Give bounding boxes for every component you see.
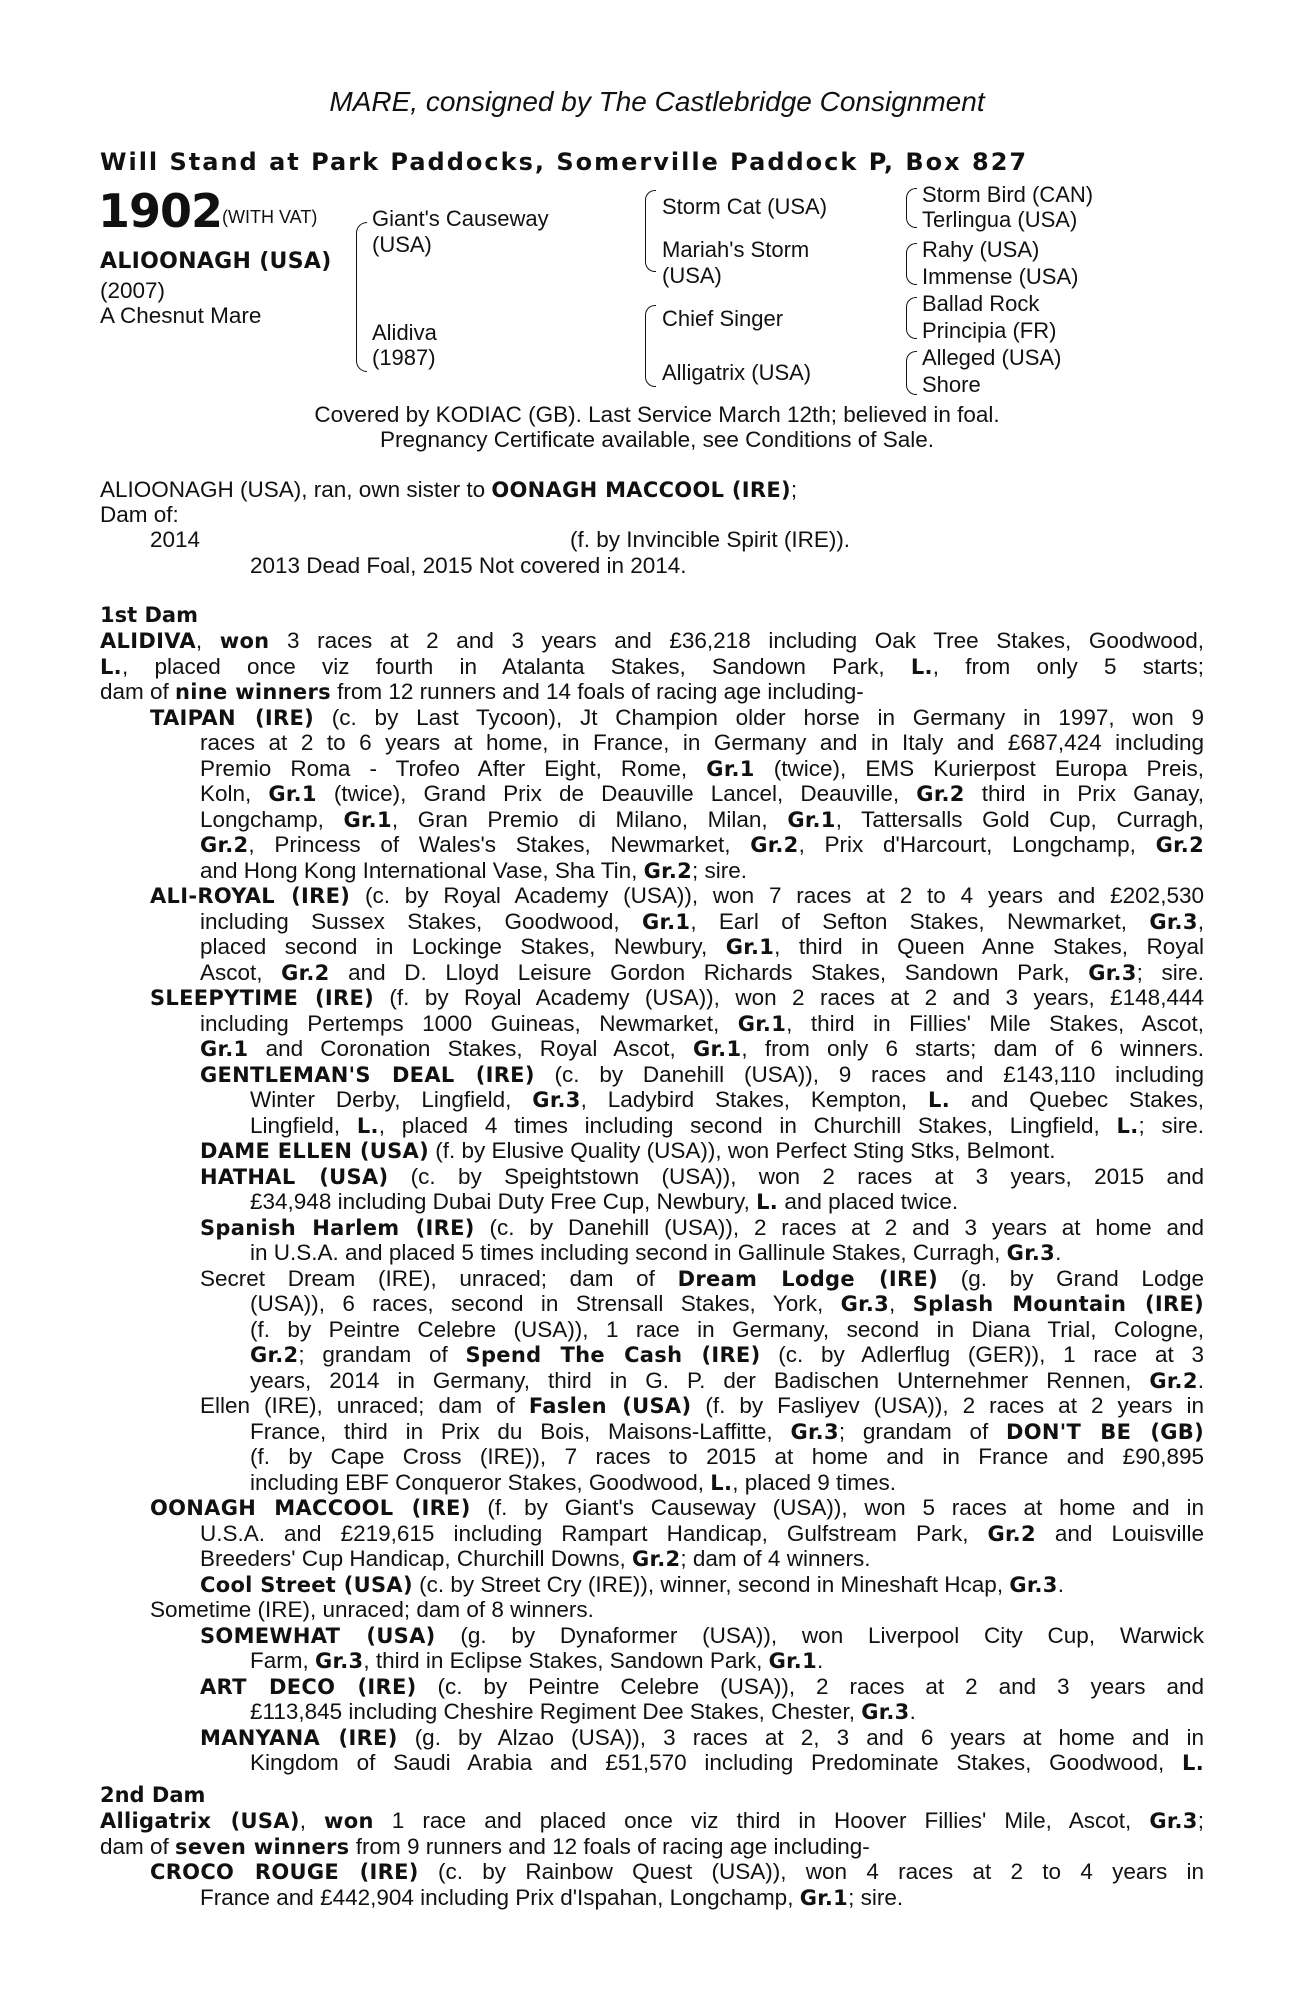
produce-foal: (f. by Invincible Spirit (IRE)).: [570, 527, 851, 552]
text-line: [150, 1495, 1204, 1521]
text-run: , Gran Premio di Milano, Milan,: [391, 806, 788, 832]
text-line: [150, 985, 1204, 1011]
bold-text: L.: [928, 1088, 951, 1112]
text-line: [200, 756, 1204, 782]
text-run: (c. by Rainbow Quest (USA)), won 4 races at 2 to 4 years in: [418, 1859, 1204, 1884]
bold-text: nine winners: [175, 680, 331, 704]
text-line: [250, 1113, 1204, 1139]
vat-note: (WITH VAT): [222, 207, 318, 227]
bold-text: L.: [1182, 1751, 1204, 1775]
pedigree-g7: Alleged (USA): [922, 345, 1062, 370]
text-line: [200, 1393, 1204, 1419]
text-run: ; sire.: [848, 1884, 904, 1910]
covering-line-2: Pregnancy Certificate available, see Conditions of Sale.: [379, 427, 935, 452]
bold-text: OONAGH MACCOOL (IRE): [150, 1496, 471, 1520]
text-run: , Ladybird Stakes, Kempton,: [580, 1087, 929, 1112]
bold-text: ART DECO (IRE): [200, 1674, 417, 1699]
bold-text: won: [219, 629, 270, 653]
text-run: races at 2 to 6 years at home, in France, in Germany and in Italy and £687,424 including: [200, 730, 1204, 755]
pedigree-sire-origin: (USA): [372, 232, 432, 257]
text-run: ; sire.: [692, 857, 748, 883]
text-run: ,: [1197, 908, 1204, 934]
text-run: Breeders' Cup Handicap, Churchill Downs,: [200, 1546, 632, 1571]
text-run: and Louisville: [1035, 1520, 1204, 1546]
text-run: and Hong Kong International Vase, Sha Tin,: [200, 857, 644, 883]
text-line: [200, 832, 1204, 858]
text-line: [200, 960, 1204, 986]
text-run: placed second in Lockinge Stakes, Newbury,: [200, 934, 726, 959]
dam-of-label: Dam of:: [100, 502, 179, 527]
bold-text: Gr.3: [1149, 909, 1198, 934]
text-run: , placed once viz fourth in Atalanta Stakes, Sandown Park,: [121, 653, 911, 679]
text-line: [250, 1470, 1204, 1496]
text-line: [200, 1011, 1204, 1037]
text-line: [200, 730, 1204, 756]
text-run: .: [1197, 1367, 1204, 1393]
bold-text: Gr.2: [632, 1547, 681, 1571]
text-line: [250, 1189, 1204, 1215]
text-line: [250, 1291, 1204, 1317]
produce-intro-end: ;: [790, 477, 798, 502]
pedigree-brace-g56: [906, 297, 917, 339]
text-line: [200, 1885, 1204, 1911]
pedigree-sire-sire: Storm Cat (USA): [662, 194, 828, 219]
bold-text: SLEEPYTIME (IRE): [150, 986, 374, 1010]
pedigree-g1: Storm Bird (CAN): [922, 182, 1094, 207]
horse-year: (2007): [100, 278, 166, 303]
text-run: ; grandam of: [838, 1418, 1007, 1444]
text-run: (USA)), 6 races, second in Strensall Stakes, York,: [250, 1291, 841, 1316]
text-line: [200, 1623, 1204, 1649]
text-line: [200, 1546, 1204, 1572]
text-line: [250, 1444, 1204, 1470]
text-run: ,: [195, 628, 220, 653]
bold-text: Gr.1: [706, 756, 755, 781]
text-run: including Pertemps 1000 Guineas, Newmarket,: [200, 1010, 738, 1036]
text-line: [200, 858, 1204, 884]
bold-text: L.: [100, 654, 122, 679]
bold-text: Gr.1: [725, 935, 775, 959]
text-run: , from only 6 starts; dam of 6 winners.: [741, 1036, 1204, 1061]
bold-text: Gr.3: [840, 1292, 890, 1316]
text-run: France and £442,904 including Prix d'Ispahan, Longchamp,: [200, 1884, 800, 1910]
text-line: [200, 909, 1204, 935]
text-line: [150, 1859, 1204, 1885]
text-run: (f. by Giant's Causeway (USA)), won 5 races at home and in: [470, 1495, 1204, 1520]
text-run: (c. by Speightstown (USA)), won 2 races at 3 years, 2015 and: [388, 1163, 1204, 1189]
text-run: Secret Dream (IRE), unraced; dam of: [200, 1265, 678, 1291]
text-line: [200, 1725, 1204, 1751]
bold-text: Gr.3: [1006, 1241, 1056, 1265]
text-line: [100, 1834, 1204, 1860]
bold-text: Gr.3: [790, 1419, 839, 1444]
text-run: Premio Roma - Trofeo After Eight, Rome,: [200, 755, 707, 781]
text-run: ; grandam of: [298, 1342, 466, 1367]
text-run: , Princess of Wales's Stakes, Newmarket,: [248, 832, 751, 857]
text-run: (f. by Royal Academy (USA)), won 2 races at 2 and 3 years, £148,444: [373, 985, 1204, 1010]
covering-line-1: Covered by KODIAC (GB). Last Service March 12th; believed in foal.: [314, 402, 1000, 427]
bold-text: Gr.1: [787, 807, 836, 832]
text-run: and Coronation Stakes, Royal Ascot,: [248, 1036, 693, 1061]
pedigree-sire-dam-origin: (USA): [662, 263, 722, 288]
text-run: (g. by Alzao (USA)), 3 races at 2, 3 and 6 years at home and in: [397, 1724, 1204, 1750]
text-run: and Quebec Stakes,: [950, 1087, 1204, 1112]
bold-text: Gr.2: [281, 960, 330, 985]
pedigree-g8: Shore: [922, 372, 981, 397]
text-run: (f. by Cape Cross (IRE)), 7 races to 2015 at home and in France and £90,895: [250, 1444, 1204, 1469]
text-run: , placed 9 times.: [732, 1469, 897, 1495]
text-run: , third in Eclipse Stakes, Sandown Park,: [363, 1648, 769, 1673]
bold-text: MANYANA (IRE): [200, 1725, 398, 1750]
text-run: and placed twice.: [778, 1189, 959, 1214]
text-line: [200, 1138, 1204, 1164]
bold-text: Gr.1: [641, 909, 691, 934]
text-run: ;: [1197, 1808, 1204, 1833]
bold-text: Gr.1: [200, 1037, 249, 1061]
bold-text: ALI-ROYAL (IRE): [150, 884, 351, 908]
text-line: [200, 934, 1204, 960]
text-run: in U.S.A. and placed 5 times including second in Gallinule Stakes, Curragh,: [250, 1240, 1007, 1265]
produce-intro-line: [100, 479, 797, 502]
text-run: .: [1055, 1240, 1062, 1265]
text-run: .: [816, 1648, 824, 1673]
bold-text: L.: [356, 1113, 379, 1138]
pedigree-brace-g34: [906, 243, 917, 285]
pedigree-brace-g78: [906, 351, 917, 395]
text-line: [250, 1648, 1204, 1674]
text-run: ,: [299, 1808, 325, 1833]
bold-text: Cool Street (USA): [200, 1572, 413, 1597]
text-line: [150, 1597, 1204, 1623]
text-run: , Earl of Sefton Stakes, Newmarket,: [690, 908, 1150, 934]
text-run: £34,948 including Dubai Duty Free Cup, Newbury,: [250, 1189, 757, 1214]
text-line: [250, 1087, 1204, 1113]
text-run: (g. by Dynaformer (USA)), won Liverpool City Cup, Warwick: [435, 1622, 1204, 1648]
bold-text: Gr.2: [916, 782, 965, 806]
horse-name: ALIOONAGH (USA): [100, 249, 332, 274]
text-run: (c. by Adlerflug (GER)), 1 race at 3: [760, 1342, 1204, 1367]
text-run: .: [1057, 1571, 1064, 1597]
text-run: (f. by Elusive Quality (USA)), won Perfect Sting Stks, Belmont.: [429, 1138, 1056, 1163]
text-run: 1 race and placed once viz third in Hoover Fillies' Mile, Ascot,: [373, 1808, 1150, 1833]
bold-text: Gr.1: [692, 1037, 742, 1061]
text-run: (c. by Peintre Celebre (USA)), 2 races at 2 and 3 years and: [416, 1673, 1204, 1699]
bold-text: CROCO ROUGE (IRE): [150, 1860, 419, 1884]
bold-text: Gr.3: [1088, 960, 1137, 985]
bold-text: Gr.2: [643, 858, 693, 883]
text-run: dam of: [100, 1833, 176, 1859]
text-line: [200, 1164, 1204, 1190]
text-run: including EBF Conqueror Stakes, Goodwood,: [250, 1469, 711, 1495]
text-run: , from only 5 starts;: [932, 653, 1204, 679]
produce-intro: ALIOONAGH (USA), ran, own sister to: [100, 477, 492, 502]
bold-text: Gr.1: [268, 782, 317, 806]
bold-text: won: [324, 1809, 374, 1833]
text-line: [200, 1521, 1204, 1547]
text-run: , Tattersalls Gold Cup, Curragh,: [835, 806, 1204, 832]
text-run: and D. Lloyd Leisure Gordon Richards Stakes, Sandown Park,: [329, 959, 1089, 985]
produce-year: 2014: [150, 527, 201, 552]
text-run: (c. by Danehill (USA)), 2 races at 2 and 3 years at home and: [474, 1214, 1204, 1240]
pedigree-g4: Immense (USA): [922, 264, 1079, 289]
text-line: [200, 1215, 1204, 1241]
bold-text: Faslen (USA): [528, 1394, 692, 1418]
bold-text: seven winners: [175, 1834, 350, 1859]
text-line: [100, 628, 1204, 654]
text-run: (c. by Last Tycoon), Jt Champion older horse in Germany in 1997, won 9: [314, 704, 1204, 730]
bold-text: Gr.3: [1149, 1809, 1198, 1833]
text-run: £113,845 including Cheshire Regiment Dee Stakes, Chester,: [250, 1699, 862, 1724]
text-line: [100, 654, 1204, 680]
text-run: including Sussex Stakes, Goodwood,: [200, 908, 642, 934]
bold-text: Gr.2: [750, 833, 799, 857]
bold-text: Gr.3: [532, 1088, 581, 1112]
text-run: from 12 runners and 14 foals of racing age including-: [330, 679, 864, 704]
text-run: (g. by Grand Lodge: [938, 1265, 1204, 1291]
text-run: dam of: [100, 679, 176, 704]
text-run: , third in Fillies' Mile Stakes, Ascot,: [786, 1010, 1204, 1036]
text-run: ; sire.: [1138, 1112, 1204, 1138]
pedigree-brace-main: [356, 222, 367, 372]
text-run: from 9 runners and 12 foals of racing age including-: [349, 1833, 870, 1859]
own-sister-name: OONAGH MACCOOL (IRE): [491, 478, 791, 502]
text-line: [150, 705, 1204, 731]
second-dam-section: [100, 1808, 1204, 1910]
text-run: Winter Derby, Lingfield,: [250, 1087, 533, 1112]
text-run: Ascot,: [200, 959, 282, 985]
pedigree-g6: Principia (FR): [922, 318, 1057, 343]
text-run: ; dam of 4 winners.: [680, 1546, 871, 1571]
text-run: (f. by Peintre Celebre (USA)), 1 race in Germany, second in Diana Trial, Cologne,: [250, 1316, 1204, 1342]
text-line: [100, 1808, 1204, 1834]
bold-text: GENTLEMAN'S DEAL (IRE): [200, 1062, 535, 1087]
pedigree-g3: Rahy (USA): [922, 237, 1040, 262]
lot-number: 1902: [98, 184, 223, 238]
text-run: .: [909, 1699, 916, 1724]
page-title: MARE, consigned by The Castlebridge Consignment: [329, 86, 985, 117]
text-run: (f. by Fasliyev (USA)), 2 races at 2 years in: [691, 1393, 1204, 1418]
stand-location: Will Stand at Park Paddocks, Somerville Paddock P, Box 827: [100, 148, 1029, 176]
text-line: [200, 1062, 1204, 1088]
text-line: [200, 1572, 1204, 1598]
text-run: , third in Queen Anne Stakes, Royal: [774, 934, 1204, 959]
bold-text: DAME ELLEN (USA): [200, 1139, 430, 1163]
text-run: ,: [889, 1291, 913, 1316]
text-line: [200, 807, 1204, 833]
produce-note: 2013 Dead Foal, 2015 Not covered in 2014.: [250, 553, 687, 578]
pedigree-brace-g12: [906, 188, 917, 228]
text-run: Kingdom of Saudi Arabia and £51,570 including Predominate Stakes, Goodwood,: [250, 1750, 1183, 1775]
pedigree-brace-dam: [645, 305, 656, 387]
text-run: France, third in Prix du Bois, Maisons-Laffitte,: [250, 1418, 791, 1444]
text-run: (c. by Danehill (USA)), 9 races and £143,110 including: [534, 1061, 1204, 1087]
pedigree-g2: Terlingua (USA): [922, 207, 1078, 232]
bold-text: Dream Lodge (IRE): [677, 1266, 939, 1291]
bold-text: Gr.2: [1149, 1368, 1198, 1393]
bold-text: Gr.2: [250, 1343, 299, 1367]
bold-text: HATHAL (USA): [200, 1164, 389, 1189]
bold-text: L.: [910, 654, 933, 679]
text-line: [200, 1036, 1204, 1062]
text-run: third in Prix Ganay,: [964, 781, 1204, 806]
text-run: (c. by Street Cry (IRE)), winner, second in Mineshaft Hcap,: [412, 1571, 1010, 1597]
text-line: [100, 679, 1204, 705]
text-line: [250, 1368, 1204, 1394]
bold-text: Gr.1: [343, 807, 392, 832]
text-run: 3 races at 2 and 3 years and £36,218 including Oak Tree Stakes, Goodwood,: [269, 628, 1204, 653]
bold-text: Gr.2: [987, 1521, 1036, 1546]
text-run: , Prix d'Harcourt, Longchamp,: [798, 832, 1156, 857]
pedigree-dam-sire: Chief Singer: [662, 306, 784, 331]
bold-text: Gr.3: [861, 1700, 910, 1724]
bold-text: Spanish Harlem (IRE): [200, 1215, 475, 1240]
text-line: [200, 1674, 1204, 1700]
bold-text: Spend The Cash (IRE): [465, 1343, 761, 1367]
text-run: Longchamp,: [200, 806, 344, 832]
text-run: (twice), EMS Kurierpost Europa Preis,: [754, 755, 1204, 781]
text-run: (twice), Grand Prix de Deauville Lancel, Deauville,: [316, 781, 917, 806]
bold-text: Gr.3: [315, 1649, 364, 1673]
text-run: Sometime (IRE), unraced; dam of 8 winners.: [150, 1597, 594, 1622]
bold-text: DON'T BE (GB): [1006, 1419, 1204, 1444]
horse-description: A Chesnut Mare: [100, 303, 262, 328]
text-run: Lingfield,: [250, 1112, 357, 1138]
text-line: [250, 1419, 1204, 1445]
bold-text: L.: [756, 1190, 779, 1214]
text-run: Ellen (IRE), unraced; dam of: [200, 1393, 529, 1418]
bold-text: Gr.2: [200, 833, 249, 857]
bold-text: Splash Mountain (IRE): [912, 1292, 1204, 1316]
pedigree-dam: Alidiva: [372, 320, 437, 345]
text-line: [200, 1266, 1204, 1292]
bold-text: L.: [710, 1470, 733, 1495]
bold-text: Alligatrix (USA): [100, 1809, 300, 1833]
text-line: [250, 1342, 1204, 1368]
text-run: ; sire.: [1136, 959, 1204, 985]
bold-text: Gr.2: [1155, 833, 1204, 857]
pedigree-brace-sire: [645, 190, 656, 272]
first-dam-heading: 1st Dam: [100, 603, 198, 627]
text-line: [250, 1699, 1204, 1725]
pedigree-dam-year: (1987): [372, 345, 436, 370]
text-run: , placed 4 times including second in Churchill Stakes, Lingfield,: [378, 1112, 1117, 1138]
text-run: (c. by Royal Academy (USA)), won 7 races at 2 to 4 years and £202,530: [350, 883, 1204, 908]
text-line: [200, 781, 1204, 807]
pedigree-sire-dam: Mariah's Storm: [662, 237, 810, 262]
text-run: Koln,: [200, 781, 269, 806]
pedigree-g5: Ballad Rock: [922, 291, 1040, 316]
text-line: [150, 883, 1204, 909]
bold-text: L.: [1116, 1113, 1139, 1138]
text-line: [250, 1240, 1204, 1266]
pedigree-sire: Giant's Causeway: [372, 206, 549, 231]
bold-text: Gr.3: [1009, 1572, 1058, 1597]
bold-text: TAIPAN (IRE): [150, 705, 315, 730]
bold-text: ALIDIVA: [100, 629, 196, 653]
first-dam-section: [100, 628, 1204, 1776]
bold-text: SOMEWHAT (USA): [200, 1623, 436, 1648]
second-dam-heading: 2nd Dam: [100, 1783, 206, 1807]
bold-text: Gr.1: [768, 1649, 817, 1673]
bold-text: Gr.1: [799, 1885, 849, 1910]
text-run: Farm,: [250, 1648, 315, 1673]
text-line: [250, 1750, 1204, 1776]
text-line: [250, 1317, 1204, 1343]
text-run: U.S.A. and £219,615 including Rampart Handicap, Gulfstream Park,: [200, 1520, 988, 1546]
bold-text: Gr.1: [737, 1011, 787, 1036]
pedigree-dam-dam: Alligatrix (USA): [662, 360, 812, 385]
text-run: years, 2014 in Germany, third in G. P. der Badischen Unternehmer Rennen,: [250, 1367, 1150, 1393]
